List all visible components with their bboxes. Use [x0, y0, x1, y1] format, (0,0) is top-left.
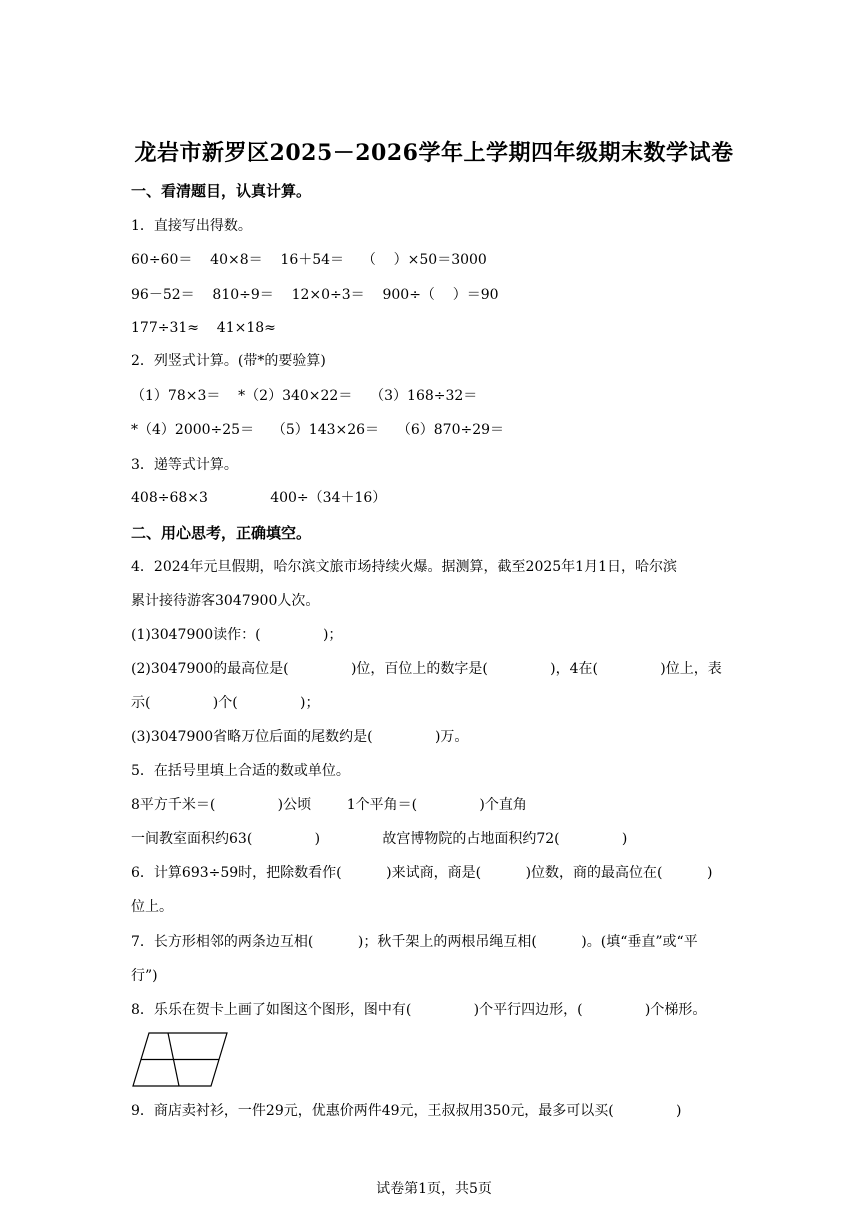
question-7-line-2: 行”): [131, 968, 158, 984]
question-2-row-1: （1）78×3＝ *（2）340×22＝ （3）168÷32＝: [131, 388, 478, 404]
question-2-row-2: *（4）2000÷25＝ （5）143×26＝ （6）870÷29＝: [131, 422, 505, 438]
question-6-line-2: 位上。: [131, 899, 173, 915]
question-3-row-1: 408÷68×3 400÷（34＋16）: [131, 490, 387, 506]
page-footer: 试卷第1页，共5页: [376, 1181, 492, 1197]
question-4-part-2-line-1: (2)3047900的最高位是( )位，百位上的数字是( )，4在( )位上，表: [131, 661, 722, 677]
question-5: 5．在括号里填上合适的数或单位。: [131, 763, 350, 779]
question-6-line-1: 6．计算693÷59时，把除数看作( )来试商，商是( )位数，商的最高位在( ): [131, 865, 713, 881]
question-4-line-1: 4．2024年元旦假期，哈尔滨文旅市场持续火爆。据测算，截至2025年1月1日，哈尔滨: [131, 559, 677, 575]
question-9: 9．商店卖衬衫，一件29元，优惠价两件49元，王叔叔用350元，最多可以买( ): [131, 1103, 682, 1119]
question-4-part-1: (1)3047900读作：( )；: [131, 627, 343, 643]
question-4-part-2-line-2: 示( )个( )；: [131, 695, 320, 711]
exam-title: 龙岩市新罗区2025－2026学年上学期四年级期末数学试卷: [134, 140, 734, 166]
question-4-part-3: (3)3047900省略万位后面的尾数约是( )万。: [131, 729, 469, 745]
question-1-row-1: 60÷60＝ 40×8＝ 16＋54＝ （ ）×50＝3000: [131, 252, 487, 268]
question-1: 1．直接写出得数。: [131, 218, 252, 234]
question-5-row-1: 8平方千米＝( )公顷 1个平角＝( )个直角: [131, 797, 527, 813]
parallelogram-figure: [131, 1031, 231, 1089]
question-2: 2．列竖式计算。(带*的要验算): [131, 353, 326, 369]
question-4-line-2: 累计接待游客3047900人次。: [131, 593, 320, 609]
question-3: 3．递等式计算。: [131, 457, 238, 473]
section-1-heading: 一、看清题目，认真计算。: [131, 182, 312, 200]
question-1-row-2: 96－52＝ 810÷9＝ 12×0÷3＝ 900÷（ ）＝90: [131, 287, 499, 303]
question-5-row-2: 一间教室面积约63( ) 故宫博物院的占地面积约72( ): [131, 831, 628, 847]
section-2-heading: 二、用心思考，正确填空。: [131, 524, 312, 542]
question-7-line-1: 7．长方形相邻的两条边互相( )；秋千架上的两根吊绳互相( )。(填“垂直”或“平: [131, 934, 698, 950]
question-1-row-3: 177÷31≈ 41×18≈: [131, 320, 276, 336]
question-8: 8．乐乐在贺卡上画了如图这个图形，图中有( )个平行四边形，( )个梯形。: [131, 1002, 707, 1018]
